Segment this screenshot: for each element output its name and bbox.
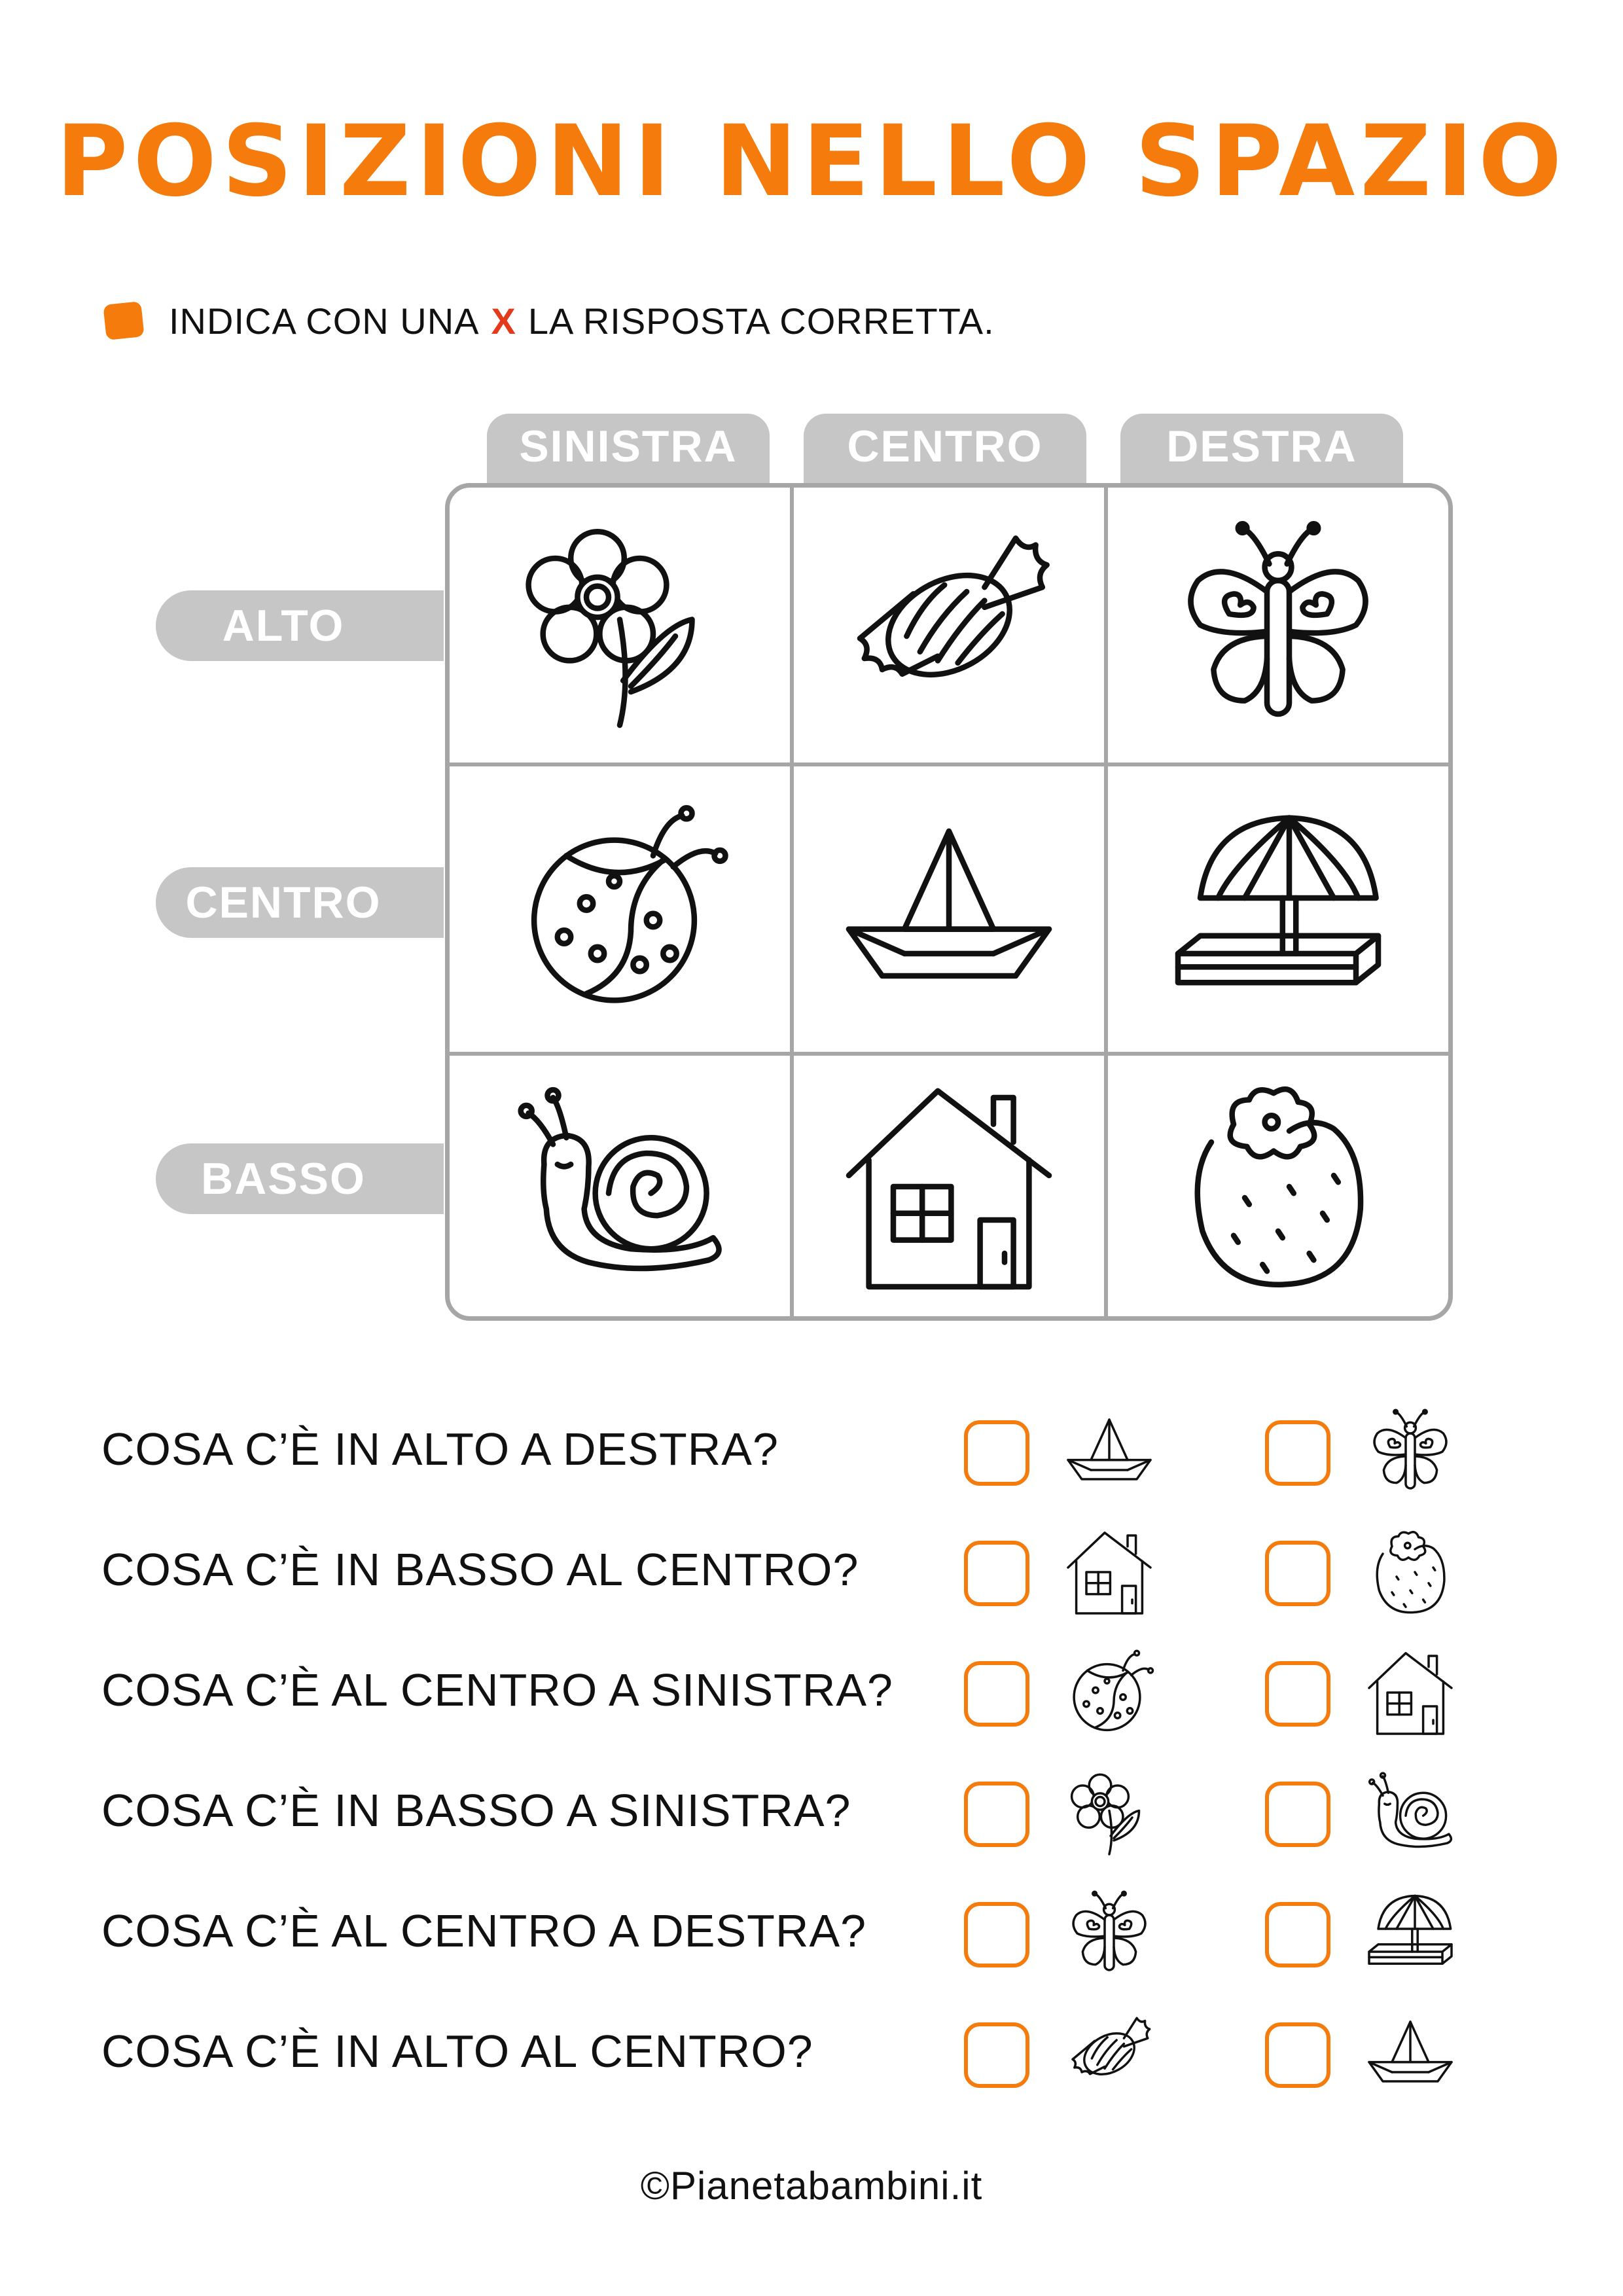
- house-icon: [1345, 1647, 1476, 1738]
- question-row: [101, 1526, 1541, 1611]
- question-text: COSA C’È IN BASSO AL CENTRO?: [101, 1544, 859, 1595]
- snail-icon: [495, 1075, 744, 1298]
- position-grid: [445, 483, 1453, 1321]
- answer-checkbox[interactable]: [1265, 1902, 1330, 1967]
- candy-icon: [825, 514, 1073, 736]
- answer-option-1: [1044, 1647, 1175, 1738]
- page-title: POSIZIONI NELLO SPAZIO: [56, 105, 1567, 219]
- paper-boat-icon: [1345, 2008, 1476, 2100]
- answer-checkbox[interactable]: [1265, 1541, 1330, 1606]
- strawberry-icon: [1154, 1075, 1402, 1298]
- answer-checkbox[interactable]: [964, 1782, 1029, 1847]
- ladybug-icon: [1044, 1647, 1175, 1738]
- instruction-mark: X: [491, 300, 516, 342]
- candy-icon: [1044, 2008, 1175, 2100]
- paper-boat-icon: [1044, 1406, 1175, 1498]
- row-header-centro: CENTRO: [156, 867, 444, 938]
- question-row: [101, 1647, 1541, 1732]
- ladybug-icon: [495, 798, 744, 1020]
- question-row: [101, 1888, 1541, 1973]
- instruction-text-before: INDICA CON UNA: [169, 300, 480, 342]
- column-header-centro: CENTRO: [804, 414, 1086, 486]
- cell-alto-centro: [794, 488, 1104, 762]
- sandbox-umbrella-icon: [1345, 1888, 1476, 1979]
- answer-checkbox[interactable]: [1265, 1661, 1330, 1727]
- answer-checkbox[interactable]: [1265, 2022, 1330, 2088]
- paper-boat-icon: [825, 798, 1073, 1020]
- butterfly-icon: [1345, 1406, 1476, 1498]
- answer-option-1: [1044, 1406, 1175, 1498]
- footer-credit: ©Pianetabambini.it: [640, 2164, 983, 2208]
- answer-option-2: [1345, 2008, 1476, 2100]
- cell-basso-centro: [794, 1056, 1104, 1318]
- question-text: COSA C’È AL CENTRO A SINISTRA?: [101, 1664, 893, 1715]
- bullet-icon: [103, 301, 144, 340]
- cell-basso-destra: [1108, 1056, 1448, 1318]
- answer-checkbox[interactable]: [964, 1541, 1029, 1606]
- cell-alto-destra: [1108, 488, 1448, 762]
- butterfly-icon: [1044, 1888, 1175, 1979]
- cell-basso-sinistra: [450, 1056, 790, 1318]
- cell-centro-sinistra: [450, 766, 790, 1052]
- column-header-destra: DESTRA: [1120, 414, 1403, 486]
- sandbox-umbrella-icon: [1154, 798, 1402, 1020]
- answer-option-2: [1345, 1526, 1476, 1618]
- house-icon: [825, 1075, 1073, 1298]
- snail-icon: [1345, 1767, 1476, 1859]
- strawberry-icon: [1345, 1526, 1476, 1618]
- answer-checkbox[interactable]: [964, 1902, 1029, 1967]
- question-text: COSA C’È IN ALTO AL CENTRO?: [101, 2026, 813, 2077]
- answer-option-1: [1044, 1526, 1175, 1618]
- answer-option-1: [1044, 2008, 1175, 2100]
- question-row: [101, 1406, 1541, 1491]
- row-header-basso: BASSO: [156, 1143, 444, 1214]
- answer-checkbox[interactable]: [964, 1661, 1029, 1727]
- answer-option-1: [1044, 1888, 1175, 1979]
- cell-centro-destra: [1108, 766, 1448, 1052]
- instruction: [105, 298, 995, 344]
- question-row: [101, 2008, 1541, 2093]
- cell-centro-centro: [794, 766, 1104, 1052]
- answer-option-2: [1345, 1767, 1476, 1859]
- flower-icon: [1044, 1767, 1175, 1859]
- house-icon: [1044, 1526, 1175, 1618]
- cell-alto-sinistra: [450, 488, 790, 762]
- answer-option-2: [1345, 1406, 1476, 1498]
- answer-checkbox[interactable]: [964, 2022, 1029, 2088]
- butterfly-icon: [1154, 514, 1402, 736]
- question-text: COSA C’È IN BASSO A SINISTRA?: [101, 1785, 851, 1836]
- row-header-alto: ALTO: [156, 590, 444, 661]
- answer-option-1: [1044, 1767, 1175, 1859]
- answer-option-2: [1345, 1647, 1476, 1738]
- instruction-text-after: LA RISPOSTA CORRETTA.: [527, 300, 995, 342]
- question-row: [101, 1767, 1541, 1852]
- answer-option-2: [1345, 1888, 1476, 1979]
- answer-checkbox[interactable]: [1265, 1420, 1330, 1486]
- question-text: COSA C’È AL CENTRO A DESTRA?: [101, 1905, 867, 1956]
- question-text: COSA C’È IN ALTO A DESTRA?: [101, 1424, 779, 1475]
- answer-checkbox[interactable]: [964, 1420, 1029, 1486]
- answer-checkbox[interactable]: [1265, 1782, 1330, 1847]
- column-header-sinistra: SINISTRA: [487, 414, 770, 486]
- flower-icon: [495, 514, 744, 736]
